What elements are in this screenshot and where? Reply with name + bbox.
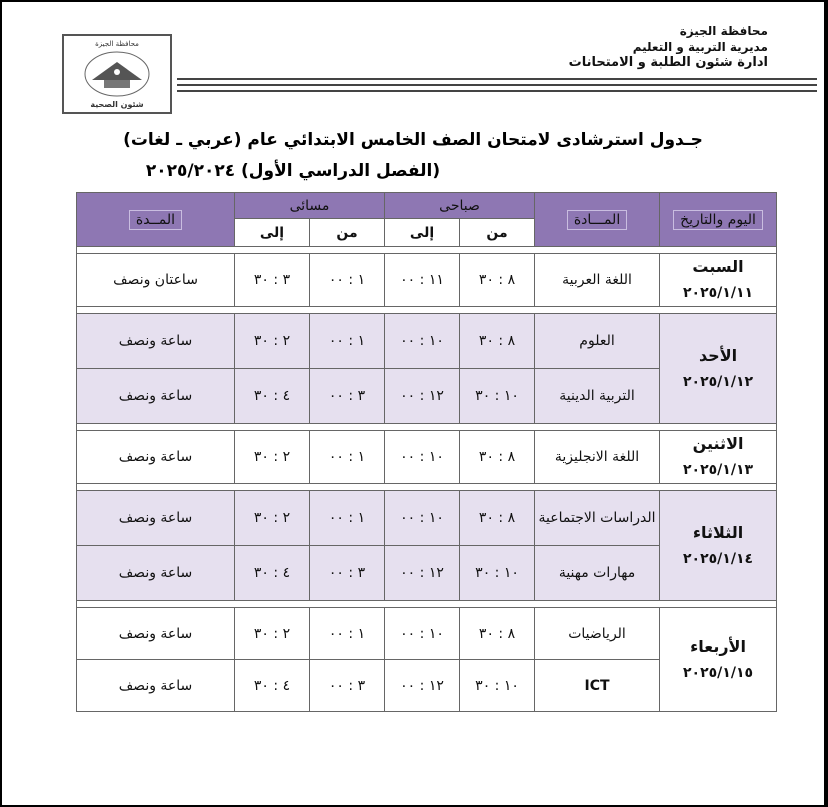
morning-from-cell: ٨ : ٣٠ [460,314,535,369]
table-row [77,431,777,484]
morning-from-cell: ٨ : ٣٠ [460,431,535,484]
header-morning: صباحى [385,193,535,219]
duration-cell: ساعة ونصف [77,314,235,369]
logo-caption: محافظة الجيزة [95,40,139,48]
morning-from-cell: ١٠ : ٣٠ [460,660,535,712]
subject-cell: اللغة الانجليزية [535,431,660,484]
evening-to-cell: ٤ : ٣٠ [235,546,310,601]
duration-cell: ساعتان ونصف [77,254,235,307]
morning-to-cell: ١٢ : ٠٠ [385,660,460,712]
logo-footer: شئون الصحية [90,100,144,109]
table-row [77,608,777,660]
morning-to-cell: ١٢ : ٠٠ [385,369,460,424]
duration-cell: ساعة ونصف [77,431,235,484]
morning-from-cell: ١٠ : ٣٠ [460,369,535,424]
header-evening: مسائى [235,193,385,219]
header-day-date: اليوم والتاريخ [660,193,777,247]
day-cell: الثلاثاء ٢٠٢٥/١/١٤ [660,491,777,601]
evening-from-cell: ١ : ٠٠ [310,608,385,660]
morning-to-cell: ١٠ : ٠٠ [385,608,460,660]
evening-from-cell: ٣ : ٠٠ [310,660,385,712]
header-duration: المــدة [77,193,235,247]
evening-to-cell: ٣ : ٣٠ [235,254,310,307]
table-row [77,314,777,369]
duration-cell: ساعة ونصف [77,608,235,660]
evening-from-cell: ١ : ٠٠ [310,491,385,546]
morning-from-cell: ٨ : ٣٠ [460,254,535,307]
exam-schedule-table [76,192,777,712]
document-title: جـدول استرشادى لامتحان الصف الخامس الابتدائي عام (عربي ـ لغات) [123,130,703,150]
evening-from-cell: ١ : ٠٠ [310,254,385,307]
evening-from-cell: ٣ : ٠٠ [310,546,385,601]
evening-from-cell: ٣ : ٠٠ [310,369,385,424]
header-rule-2 [177,84,817,86]
morning-to-cell: ١٠ : ٠٠ [385,431,460,484]
day-cell: الاثنين ٢٠٢٥/١/١٣ [660,431,777,484]
header-morning-from: من [460,219,535,247]
duration-cell: ساعة ونصف [77,369,235,424]
directorate-logo [62,34,172,114]
document-page [2,2,824,805]
evening-to-cell: ٢ : ٣٠ [235,431,310,484]
evening-from-cell: ١ : ٠٠ [310,314,385,369]
day-cell: السبت ٢٠٢٥/١/١١ [660,254,777,307]
header-evening-from: من [310,219,385,247]
subject-cell: مهارات مهنية [535,546,660,601]
document-subtitle: (الفصل الدراسي الأول) ٢٠٢٥/٢٠٢٤ [145,161,441,181]
evening-to-cell: ٤ : ٣٠ [235,660,310,712]
evening-from-cell: ١ : ٠٠ [310,431,385,484]
header-morning-to: إلى [385,219,460,247]
subject-cell: اللغة العربية [535,254,660,307]
morning-to-cell: ١٠ : ٠٠ [385,314,460,369]
evening-to-cell: ٢ : ٣٠ [235,608,310,660]
morning-from-cell: ٨ : ٣٠ [460,608,535,660]
governorate-name: محافظة الجيزة [679,24,768,38]
evening-to-cell: ٢ : ٣٠ [235,491,310,546]
morning-to-cell: ١٢ : ٠٠ [385,546,460,601]
morning-to-cell: ١١ : ٠٠ [385,254,460,307]
table-row [77,491,777,546]
subject-cell: ICT [535,660,660,712]
morning-from-cell: ١٠ : ٣٠ [460,546,535,601]
subject-cell: العلوم [535,314,660,369]
day-cell: الأربعاء ٢٠٢٥/١/١٥ [660,608,777,712]
morning-to-cell: ١٠ : ٠٠ [385,491,460,546]
subject-cell: الدراسات الاجتماعية [535,491,660,546]
header-rule-3 [177,90,817,92]
evening-to-cell: ٢ : ٣٠ [235,314,310,369]
duration-cell: ساعة ونصف [77,546,235,601]
duration-cell: ساعة ونصف [77,660,235,712]
header-rule-1 [177,78,817,80]
day-cell: الأحد ٢٠٢٥/١/١٢ [660,314,777,424]
header-evening-to: إلى [235,219,310,247]
table-row [77,254,777,307]
morning-from-cell: ٨ : ٣٠ [460,491,535,546]
header-subject: المـــادة [535,193,660,247]
evening-to-cell: ٤ : ٣٠ [235,369,310,424]
subject-cell: الرياضيات [535,608,660,660]
department-name: ادارة شئون الطلبة و الامتحانات [568,55,768,70]
duration-cell: ساعة ونصف [77,491,235,546]
emblem-icon [82,50,152,100]
subject-cell: التربية الدينية [535,369,660,424]
directorate-name: مديرية التربية و التعليم [632,40,768,54]
